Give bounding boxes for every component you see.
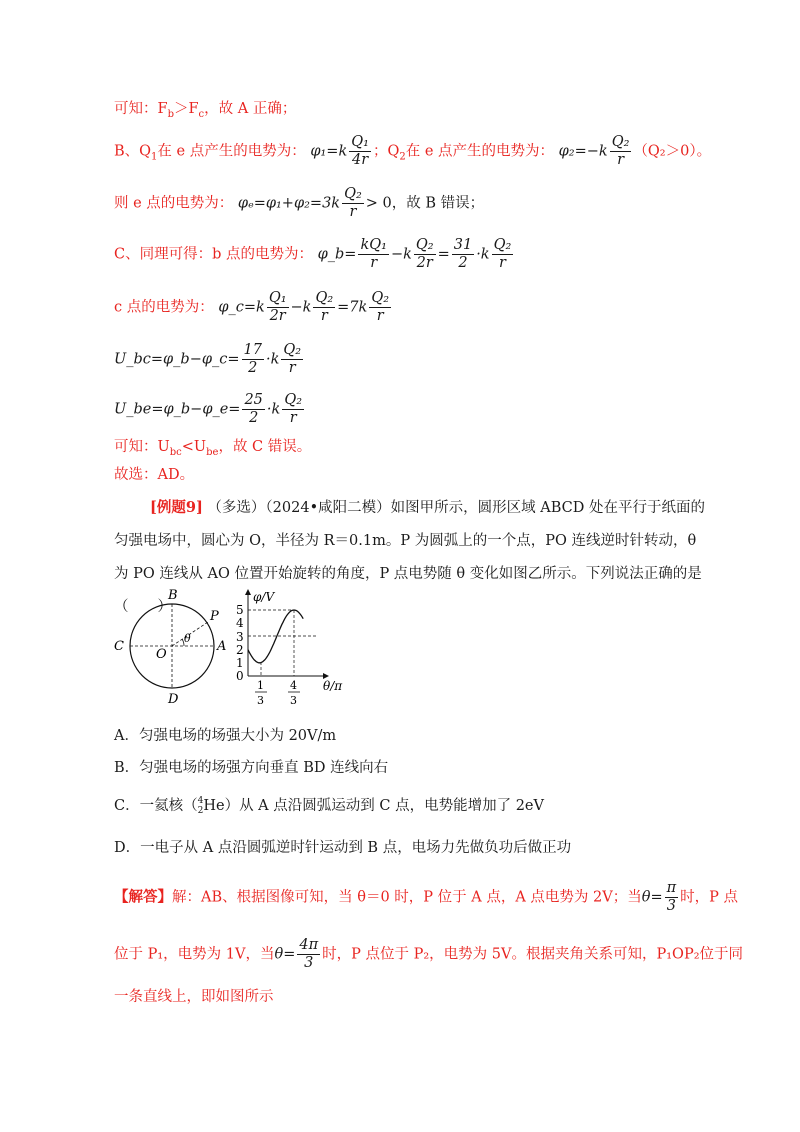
x-axis-label: θ/π <box>323 679 343 693</box>
example-text: （多选）（2024•咸阳二模）如图甲所示，圆形区域 ABCD 处在平行于纸面的匀强电场中，圆心为 O，半径为 R＝0.1m。P 为圆弧上的一个点，PO 连线逆时针转动，θ 为 PO 连线从 AO 位置开始旋转的角度，P 点电势随 θ 变化如图乙所示。下列说法正确的是（ ） <box>114 500 705 615</box>
answer-line-3: 一条直线上，即如图所示 <box>114 989 274 1005</box>
label-O: O <box>156 647 167 662</box>
figure <box>108 586 368 710</box>
y-tick-2: 2 <box>236 643 244 657</box>
option-c: C．一氦核（ 4 2 He）从 A 点沿圆弧运动到 C 点，电势能增加了 2eV <box>114 796 544 816</box>
example-tag: [例题9] <box>150 499 203 516</box>
x-tick-2-num: 4 <box>290 679 297 692</box>
y-tick-4: 4 <box>236 616 244 630</box>
solution-line-4: C、同理可得：b 点的电势为： φ_b= $\frac{\text{kQ₁}}{r}$ −k $\frac{\text{Q₂}}{2r}$ = $\frac{31}{2}$ ·k $\frac{\text{Q₂}}{r}$ <box>114 237 512 271</box>
label-A: A <box>217 639 227 654</box>
label-theta: θ <box>184 632 191 645</box>
solution-line-2: B、$Q_1$在 e 点产生的电势为： φ₁=k $\frac{\text{Q₁}}{4r}$ ；$Q_2$在 e 点产生的电势为： φ₂=−k $\frac{\text{Q₂}}{r}$ （Q₂＞0）。 <box>114 134 712 168</box>
solution-line-7: U_be=φ_b−φ_e= $\frac{25}{2}$ ·k $\frac{\text{Q₂}}{r}$ <box>114 392 303 426</box>
solution-line-3: 则 e 点的电势为： φₑ=φ₁+φ₂=3k $\frac{\text{Q₂}}{r}$ > 0，故 B 错误； <box>114 186 485 220</box>
solution-line-8: 可知：$U_{bc}<U_{be}$，故 C 错误。 <box>114 439 312 458</box>
option-a: A．匀强电场的场强大小为 20V/m <box>114 728 337 744</box>
answer-line-1: 【解答】解：AB、根据图像可知，当 θ＝0 时，P 位于 A 点，A 点电势为 2V；当θ= $\frac{\pi}{3}$ 时，P 点 <box>114 880 739 914</box>
x-tick-1-num: 1 <box>257 679 264 692</box>
y-tick-5: 5 <box>236 603 244 617</box>
y-tick-3: 3 <box>236 630 244 644</box>
label-B: B <box>168 588 178 603</box>
y-tick-0: 0 <box>236 669 244 683</box>
potential-curve <box>248 610 303 663</box>
y-axis-label: φ/V <box>253 590 275 604</box>
potential-graph <box>236 589 343 707</box>
option-d: D．一电子从 A 点沿圆弧逆时针运动到 B 点，电场力先做负功后做正功 <box>114 840 572 856</box>
y-tick-1: 1 <box>236 656 244 670</box>
answer-line-2: 位于 P₁，电势为 1V，当θ= $\frac{4\pi}{3}$ 时，P 点位于 P₂，电势为 5V。根据夹角关系可知，P₁OP₂位于同 <box>114 937 744 971</box>
label-P: P <box>210 609 219 624</box>
solution-line-5: c 点的电势为： φ_c=k $\frac{\text{Q₁}}{2r}$ −k $\frac{\text{Q₂}}{r}$ =7k $\frac{\text{Q₂}}{r}$ <box>114 290 390 324</box>
option-b: B．匀强电场的场强方向垂直 BD 连线向右 <box>114 760 389 776</box>
x-tick-2-den: 3 <box>290 694 297 707</box>
solution-line-9: 故选：AD。 <box>114 467 195 483</box>
label-D: D <box>168 692 179 707</box>
solution-line-1: 可知：$F_b>F_c$，故 A 正确； <box>114 101 297 120</box>
circle-figure <box>114 588 226 707</box>
solution-line-6: U_bc=φ_b−φ_c= $\frac{17}{2}$ ·k $\frac{\text{Q₂}}{r}$ <box>114 342 302 376</box>
label-C: C <box>114 639 124 654</box>
x-tick-1-den: 3 <box>257 694 264 707</box>
